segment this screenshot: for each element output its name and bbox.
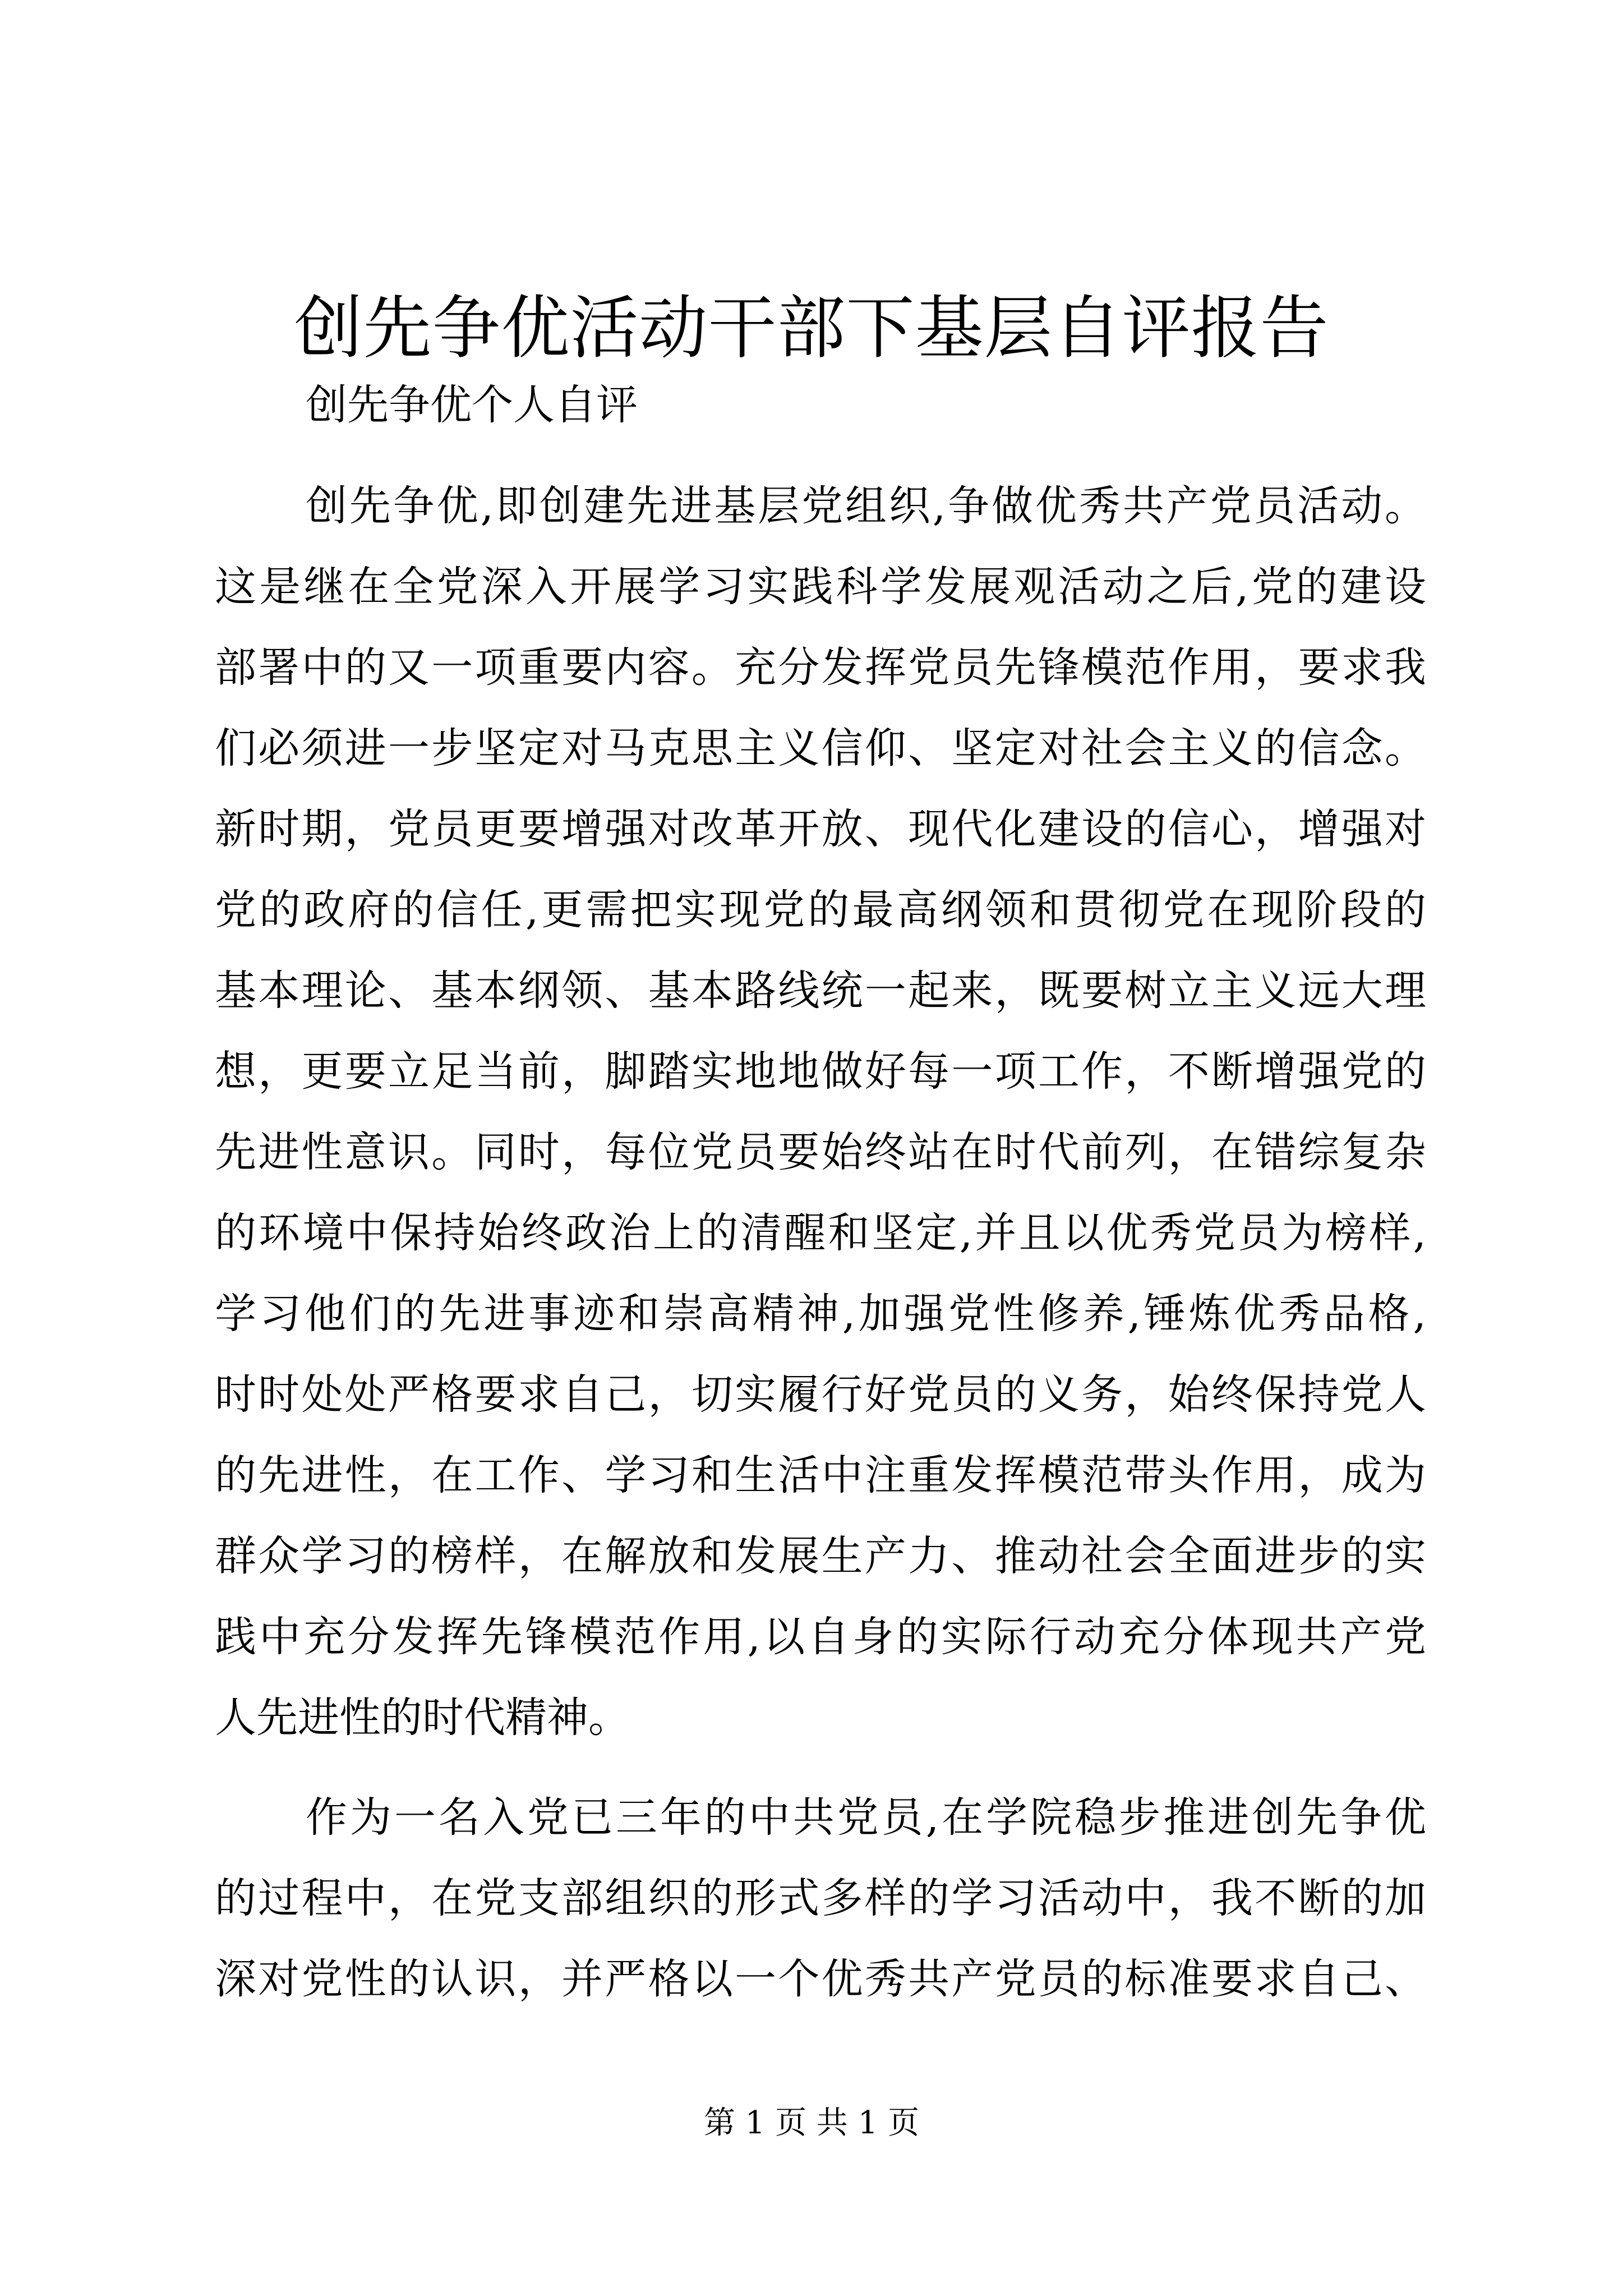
document-subtitle: 创先争优个人自评 bbox=[306, 381, 638, 429]
paragraph-line: 们必须进一步坚定对马克思主义信仰、坚定对社会主义的信念。 bbox=[215, 724, 1426, 772]
paragraph-line: 群众学习的榜样，在解放和发展生产力、推动社会全面进步的实 bbox=[215, 1532, 1426, 1580]
paragraph-line: 践中充分发挥先锋模范作用,以自身的实际行动充分体现共产党 bbox=[215, 1613, 1426, 1661]
paragraph-line: 基本理论、基本纲领、基本路线统一起来，既要树立主义远大理 bbox=[215, 967, 1426, 1015]
paragraph-line: 这是继在全党深入开展学习实践科学发展观活动之后,党的建设 bbox=[215, 563, 1426, 611]
paragraph-line: 作为一名入党已三年的中共党员,在学院稳步推进创先争优 bbox=[306, 1793, 1426, 1842]
paragraph-line: 学习他们的先进事迹和崇高精神,加强党性修养,锤炼优秀品格, bbox=[215, 1290, 1426, 1338]
paragraph-line: 创先争优,即创建先进基层党组织,争做优秀共产党员活动。 bbox=[306, 482, 1426, 530]
paragraph-line: 的过程中，在党支部组织的形式多样的学习活动中，我不断的加 bbox=[215, 1874, 1426, 1922]
paragraph-line: 人先进性的时代精神。 bbox=[215, 1694, 630, 1742]
paragraph-line: 党的政府的信任,更需把实现党的最高纲领和贯彻党在现阶段的 bbox=[215, 886, 1426, 934]
paragraph-line: 新时期，党员更要增强对改革开放、现代化建设的信心，增强对 bbox=[215, 805, 1426, 853]
paragraph-line: 深对党性的认识，并严格以一个优秀共产党员的标准要求自己、 bbox=[215, 1955, 1426, 2003]
document-title: 创先争优活动干部下基层自评报告 bbox=[294, 288, 1329, 368]
page-footer: 第 1 页 共 1 页 bbox=[703, 2105, 920, 2141]
paragraph-line: 时时处处严格要求自己，切实履行好党员的义务，始终保持党人 bbox=[215, 1370, 1426, 1419]
paragraph-line: 的先进性，在工作、学习和生活中注重发挥模范带头作用，成为 bbox=[215, 1451, 1426, 1499]
paragraph-line: 想，更要立足当前，脚踏实地地做好每一项工作，不断增强党的 bbox=[215, 1047, 1426, 1096]
paragraph-line: 的环境中保持始终政治上的清醒和坚定,并且以优秀党员为榜样, bbox=[215, 1209, 1426, 1257]
paragraph-line: 部署中的又一项重要内容。充分发挥党员先锋模范作用，要求我 bbox=[215, 643, 1426, 692]
paragraph-line: 先进性意识。同时，每位党员要始终站在时代前列，在错综复杂 bbox=[215, 1128, 1426, 1176]
